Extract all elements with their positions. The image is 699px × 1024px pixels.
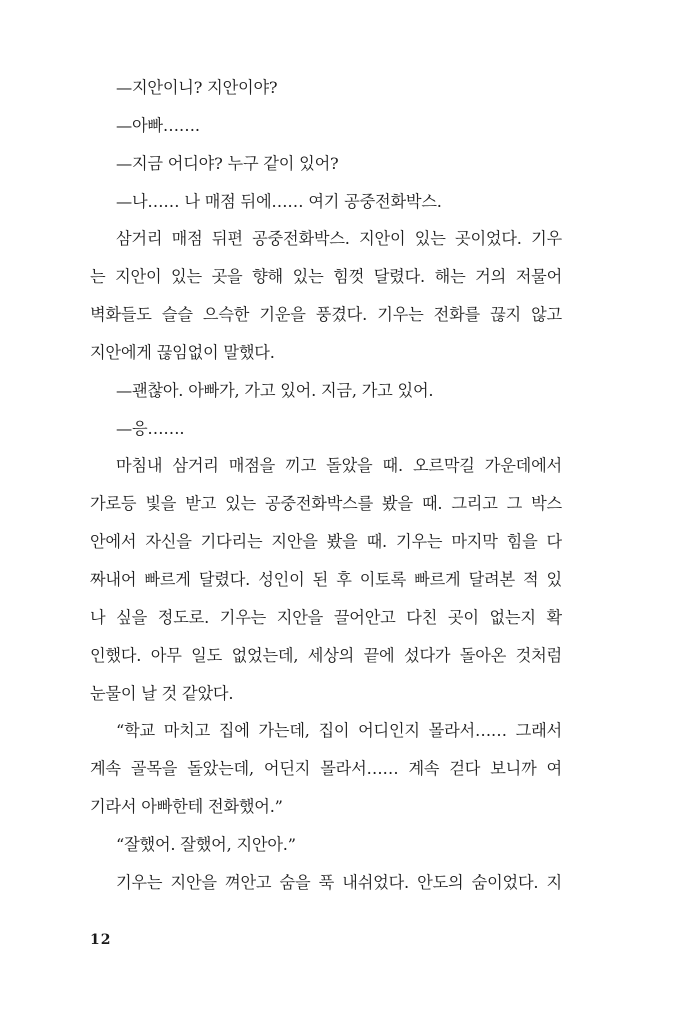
page-body — [90, 74, 562, 907]
paragraph-line: 기우는 지안을 껴안고 숨을 푹 내쉬었다. 안도의 숨이었다. 지 — [116, 872, 562, 892]
dialog-line: —지안이니? 지안이야? — [116, 78, 278, 97]
quote-line: 계속 골목을 돌았는데, 어딘지 몰라서…… 계속 걷다 보니까 여 — [90, 759, 562, 779]
paragraph-line: 눈물이 날 것 같았다. — [90, 683, 234, 703]
dialog-line: —아빠……. — [116, 115, 200, 135]
quote-line: 기라서 아빠한테 전화했어.” — [90, 797, 283, 817]
paragraph-line: 나 싶을 정도로. 기우는 지안을 끌어안고 다친 곳이 없는지 확 — [90, 607, 562, 627]
dialog-line: —응……. — [116, 418, 185, 438]
paragraph-line: 삼거리 매점 뒤편 공중전화박스. 지안이 있는 곳이었다. 기우 — [116, 229, 562, 249]
paragraph-line: 안에서 자신을 기다리는 지안을 봤을 때. 기우는 마지막 힘을 다 — [90, 532, 562, 552]
paragraph-line: 는 지안이 있는 곳을 향해 있는 힘껏 달렸다. 해는 거의 저물어 — [90, 267, 562, 287]
paragraph-line: 인했다. 아무 일도 없었는데, 세상의 끝에 섰다가 돌아온 것처럼 — [90, 645, 562, 665]
page-number: 12 — [90, 932, 112, 948]
dialog-line: —괜찮아. 아빠가, 가고 있어. 지금, 가고 있어. — [116, 380, 434, 400]
dialog-line: —나…… 나 매점 뒤에…… 여기 공중전화박스. — [116, 191, 442, 211]
paragraph-line: 벽화들도 슬슬 으슥한 기운을 풍겼다. 기우는 전화를 끊지 않고 — [90, 305, 562, 325]
dialog-line: —지금 어디야? 누구 같이 있어? — [116, 153, 339, 173]
paragraph-line: 마침내 삼거리 매점을 끼고 돌았을 때. 오르막길 가운데에서 — [116, 456, 562, 476]
paragraph-line: 짜내어 빠르게 달렸다. 성인이 된 후 이토록 빠르게 달려본 적 있 — [90, 569, 562, 589]
quote-line: “잘했어. 잘했어, 지안아.” — [116, 834, 296, 854]
paragraph-line: 지안에게 끊임없이 말했다. — [90, 342, 275, 362]
quote-line: “학교 마치고 집에 가는데, 집이 어디인지 몰라서…… 그래서 — [116, 721, 562, 741]
paragraph-line: 가로등 빛을 받고 있는 공중전화박스를 봤을 때. 그리고 그 박스 — [90, 494, 562, 514]
